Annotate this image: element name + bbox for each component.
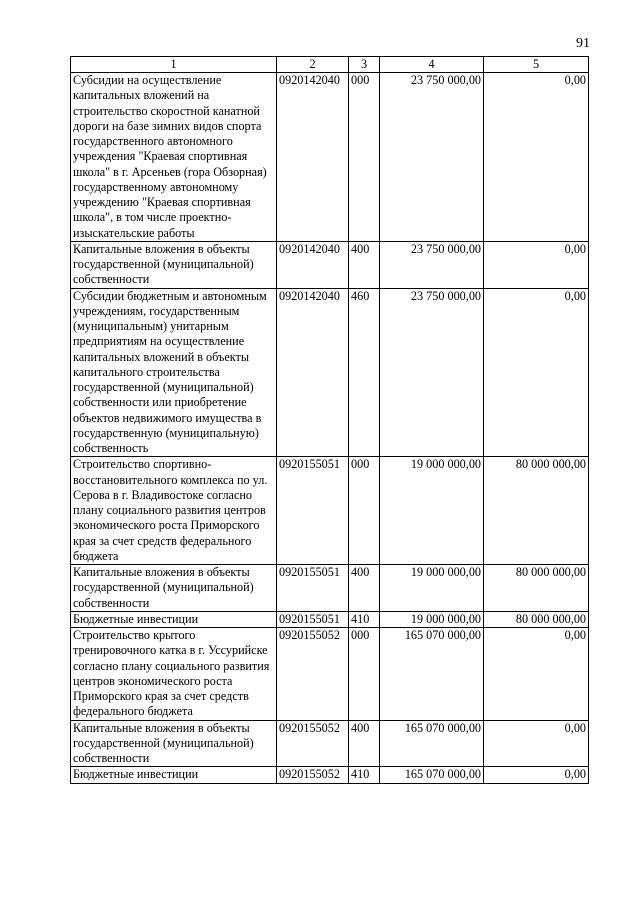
row-amount-col4: 165 070 000,00 xyxy=(380,628,484,721)
page-number: 91 xyxy=(576,36,590,51)
row-expense-type: 000 xyxy=(349,73,380,242)
row-amount-col4: 165 070 000,00 xyxy=(380,720,484,767)
table-row xyxy=(71,288,589,457)
table-row xyxy=(71,565,589,612)
table-row xyxy=(71,457,589,565)
row-target-code: 0920155052 xyxy=(277,628,349,721)
row-name: Капитальные вложения в объекты государственной (муниципальной) собственности xyxy=(71,720,277,767)
row-amount-col5: 0,00 xyxy=(484,720,589,767)
row-amount-col5: 0,00 xyxy=(484,767,589,783)
row-name: Субсидии бюджетным и автономным учреждениям, государственным (муниципальным) унитарным предприятиям на осуществление капитальных вложений в объекты капитального строительства государственной (муниципальной) собственности или приобретение объектов недвижимого имущества в государственную (муниципальную) собственность xyxy=(71,288,277,457)
table-row xyxy=(71,720,589,767)
table-row xyxy=(71,611,589,627)
row-amount-col4: 23 750 000,00 xyxy=(380,73,484,242)
row-amount-col5: 0,00 xyxy=(484,288,589,457)
row-expense-type: 000 xyxy=(349,457,380,565)
header-col-1: 1 xyxy=(71,57,277,73)
row-target-code: 0920142040 xyxy=(277,288,349,457)
row-target-code: 0920155052 xyxy=(277,720,349,767)
table-row xyxy=(71,628,589,721)
table-row xyxy=(71,241,589,288)
row-amount-col5: 80 000 000,00 xyxy=(484,565,589,612)
row-amount-col4: 165 070 000,00 xyxy=(380,767,484,783)
row-name: Капитальные вложения в объекты государственной (муниципальной) собственности xyxy=(71,565,277,612)
row-expense-type: 400 xyxy=(349,565,380,612)
row-name: Строительство крытого тренировочного катка в г. Уссурийске согласно плану социального развития центров экономического роста Приморского края за счет средств федерального бюджета xyxy=(71,628,277,721)
row-target-code: 0920155052 xyxy=(277,767,349,783)
row-amount-col4: 23 750 000,00 xyxy=(380,288,484,457)
table-row xyxy=(71,767,589,783)
table-body xyxy=(71,73,589,784)
row-amount-col4: 19 000 000,00 xyxy=(380,565,484,612)
row-expense-type: 400 xyxy=(349,241,380,288)
header-col-5: 5 xyxy=(484,57,589,73)
row-expense-type: 460 xyxy=(349,288,380,457)
row-name: Капитальные вложения в объекты государственной (муниципальной) собственности xyxy=(71,241,277,288)
row-amount-col4: 19 000 000,00 xyxy=(380,457,484,565)
row-target-code: 0920155051 xyxy=(277,611,349,627)
row-amount-col5: 0,00 xyxy=(484,241,589,288)
budget-table xyxy=(70,56,589,784)
row-target-code: 0920142040 xyxy=(277,241,349,288)
table-header xyxy=(71,57,589,73)
row-name: Строительство спортивно-восстановительного комплекса по ул. Серова в г. Владивостоке согласно плану социального развития центров экономического роста Приморского края за счет средств федерального бюджета xyxy=(71,457,277,565)
row-expense-type: 400 xyxy=(349,720,380,767)
row-name: Бюджетные инвестиции xyxy=(71,767,277,783)
header-col-4: 4 xyxy=(380,57,484,73)
row-name: Бюджетные инвестиции xyxy=(71,611,277,627)
header-col-2: 2 xyxy=(277,57,349,73)
row-expense-type: 410 xyxy=(349,767,380,783)
row-amount-col5: 80 000 000,00 xyxy=(484,457,589,565)
header-row xyxy=(71,57,589,73)
row-amount-col5: 0,00 xyxy=(484,628,589,721)
row-expense-type: 410 xyxy=(349,611,380,627)
row-name: Субсидии на осуществление капитальных вложений на строительство скоростной канатной дороги на базе зимних видов спорта государственного автономного учреждения "Краевая спортивная школа" в г. Арсеньев (гора Обзорная) государственному автономному учреждению "Краевая спортивная школа", в том числе проектно-изыскательские работы xyxy=(71,73,277,242)
row-amount-col5: 0,00 xyxy=(484,73,589,242)
table-row xyxy=(71,73,589,242)
row-target-code: 0920142040 xyxy=(277,73,349,242)
row-amount-col4: 19 000 000,00 xyxy=(380,611,484,627)
row-target-code: 0920155051 xyxy=(277,457,349,565)
row-amount-col4: 23 750 000,00 xyxy=(380,241,484,288)
header-col-3: 3 xyxy=(349,57,380,73)
row-target-code: 0920155051 xyxy=(277,565,349,612)
row-amount-col5: 80 000 000,00 xyxy=(484,611,589,627)
row-expense-type: 000 xyxy=(349,628,380,721)
